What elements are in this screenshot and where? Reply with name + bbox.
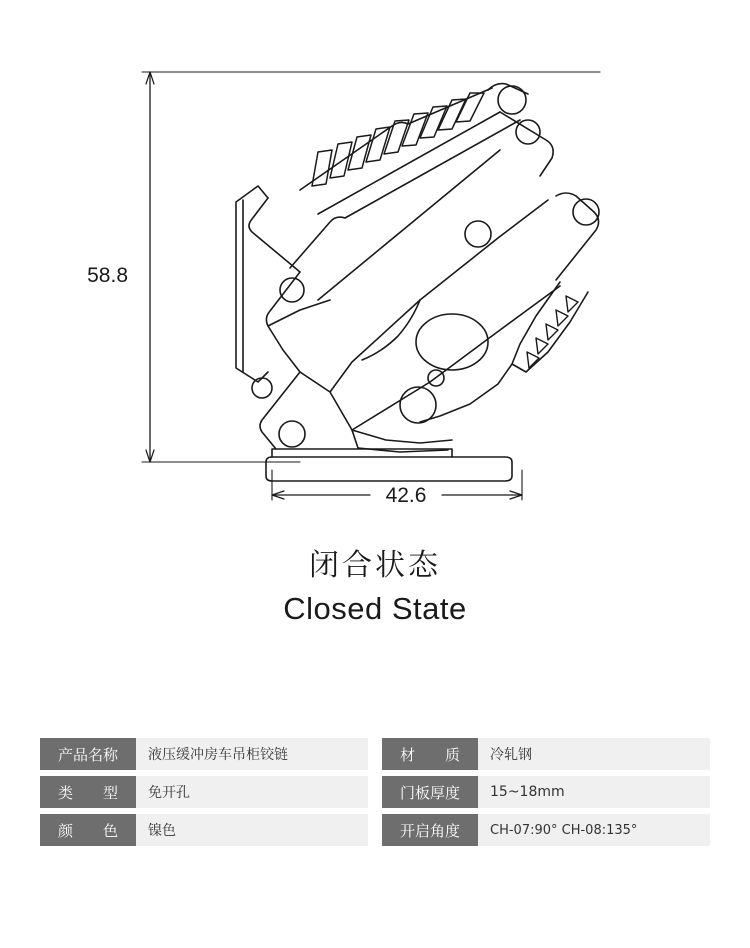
spec-column-right <box>382 738 710 846</box>
main-arm <box>290 120 560 430</box>
specification-table <box>40 738 710 846</box>
caption-english: Closed State <box>283 591 467 626</box>
spec-key: 颜 色 <box>40 814 136 846</box>
serration-teeth <box>527 296 578 368</box>
spec-row <box>382 814 710 846</box>
spec-row <box>40 814 368 846</box>
spec-value: 液压缓冲房车吊柜铰链 <box>136 738 368 770</box>
spec-key: 产品名称 <box>40 738 136 770</box>
spec-row <box>382 776 710 808</box>
connector-details <box>268 300 452 452</box>
mounting-base-plate <box>266 449 512 481</box>
spec-row <box>40 738 368 770</box>
spec-column-left <box>40 738 368 846</box>
caption-chinese: 闭合状态 <box>309 548 441 583</box>
lower-bracket <box>236 186 358 449</box>
spec-value: 免开孔 <box>136 776 368 808</box>
state-captions <box>0 545 750 631</box>
spring-coils <box>312 93 484 186</box>
spec-value: CH-07:90° CH-08:135° <box>478 814 710 846</box>
spec-value: 15~18mm <box>478 776 710 808</box>
spec-value: 镍色 <box>136 814 368 846</box>
spec-key: 材 质 <box>382 738 478 770</box>
right-serrated-arm <box>420 193 599 422</box>
height-dimension-label: 58.8 <box>87 264 128 287</box>
spec-row <box>40 776 368 808</box>
spec-row <box>382 738 710 770</box>
spec-key: 类 型 <box>40 776 136 808</box>
spec-key: 门板厚度 <box>382 776 478 808</box>
spec-key: 开启角度 <box>382 814 478 846</box>
width-dimension-label: 42.6 <box>385 484 427 507</box>
spec-value: 冷轧钢 <box>478 738 710 770</box>
upper-spring-arm <box>300 84 553 214</box>
